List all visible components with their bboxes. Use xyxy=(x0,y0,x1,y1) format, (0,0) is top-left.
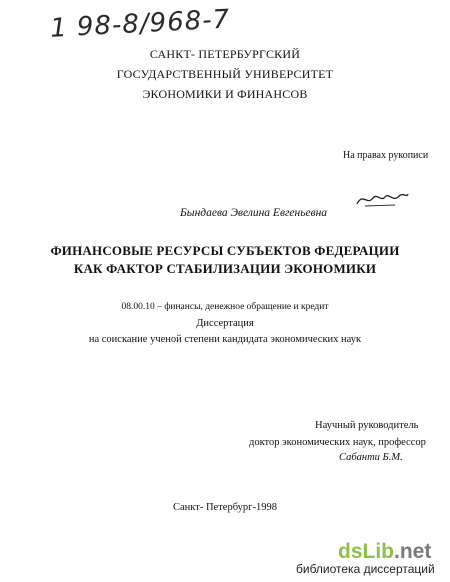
institution-line-1: САНКТ- ПЕТЕРБУРГСКИЙ xyxy=(149,47,301,61)
dslib-logo[interactable] xyxy=(338,540,431,564)
rights-note: На правах рукописи xyxy=(343,150,429,161)
document-type: Диссертация xyxy=(196,318,254,329)
author-name: Бындаева Эвелина Евгеньевна xyxy=(180,207,328,219)
city-year: Санкт- Петербург-1998 xyxy=(173,502,277,513)
supervisor-name: Сабанти Б.М. xyxy=(339,452,403,463)
logo-subtitle: библиотека диссертаций xyxy=(296,562,435,576)
degree-statement: на соискание ученой степени кандидата экономических наук xyxy=(88,334,362,345)
supervisor-role: Научный руководитель xyxy=(315,420,419,431)
supervisor-credentials: доктор экономических наук, профессор xyxy=(249,437,426,448)
specialty-code: 08.00.10 – финансы, денежное обращение и кредит xyxy=(121,302,329,312)
logo-part-2: .net xyxy=(394,540,432,563)
institution-line-3: ЭКОНОМИКИ И ФИНАНСОВ xyxy=(142,87,308,101)
institution-line-2: ГОСУДАРСТВЕННЫЙ УНИВЕРСИТЕТ xyxy=(116,67,334,81)
handwritten-signature-mark xyxy=(355,188,410,210)
thesis-title-line-2: КАК ФАКТОР СТАБИЛИЗАЦИИ ЭКОНОМИКИ xyxy=(73,261,377,276)
logo-part-1: dsLib xyxy=(338,540,394,563)
thesis-title-line-1: ФИНАНСОВЫЕ РЕСУРСЫ СУБЪЕКТОВ ФЕДЕРАЦИИ xyxy=(50,243,400,258)
archive-number-handwritten: 1 98-8/968-7 xyxy=(49,4,231,44)
